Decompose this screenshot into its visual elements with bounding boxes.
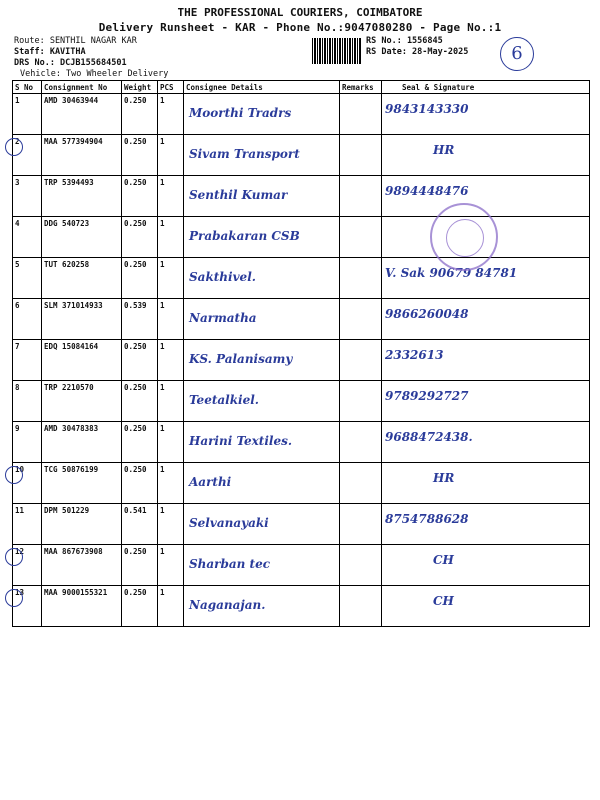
cell-weight: 0.250 <box>121 422 157 462</box>
cell-sno: 13 <box>15 588 25 597</box>
barcode <box>312 38 362 64</box>
serial-circle-mark <box>5 589 23 607</box>
cell-weight: 0.541 <box>121 504 157 544</box>
handwritten-signature: CH <box>433 594 454 608</box>
handwritten-signature: 9866260048 <box>385 307 469 321</box>
handwritten-signature: V. Sak 90679 84781 <box>385 266 518 280</box>
cell-remarks <box>339 176 381 216</box>
runsheet-title: Delivery Runsheet - KAR - Phone No.:9047080280 - Page No.:1 <box>98 21 502 34</box>
col-header-remarks: Remarks <box>339 81 381 93</box>
handwritten-signature: 2332613 <box>385 348 444 362</box>
table-row <box>12 135 590 176</box>
serial-circle-mark <box>5 548 23 566</box>
table-row <box>12 504 590 545</box>
table-row <box>12 176 590 217</box>
cell-remarks <box>339 94 381 134</box>
cell-pcs: 1 <box>157 94 183 134</box>
cell-signature <box>381 545 591 585</box>
handwritten-signature: 9843143330 <box>385 102 469 116</box>
cell-pcs: 1 <box>157 258 183 298</box>
table-row <box>12 258 590 299</box>
cell-remarks <box>339 217 381 257</box>
table-header <box>12 80 590 94</box>
table-row <box>12 422 590 463</box>
cell-remarks <box>339 504 381 544</box>
cell-weight: 0.250 <box>121 94 157 134</box>
cell-weight: 0.250 <box>121 258 157 298</box>
cell-sno: 3 <box>15 178 20 187</box>
staff-line: Staff: KAVITHA <box>14 47 86 57</box>
cell-pcs: 1 <box>157 135 183 175</box>
cell-pcs: 1 <box>157 586 183 626</box>
table-row <box>12 463 590 504</box>
handwritten-consignee: Naganajan. <box>189 598 266 612</box>
handwritten-consignee: KS. Palanisamy <box>189 352 293 366</box>
cell-remarks <box>339 340 381 380</box>
company-title: THE PROFESSIONAL COURIERS, COIMBATORE <box>177 6 423 19</box>
route-line: Route: SENTHIL NAGAR KAR <box>14 36 137 46</box>
drs-line: DRS No.: DCJB155684501 <box>14 58 127 68</box>
col-header-pcs: PCS <box>157 81 183 93</box>
cell-pcs: 1 <box>157 176 183 216</box>
cell-consignment: TCG 50876199 <box>41 463 121 503</box>
table-row <box>12 94 590 135</box>
cell-pcs: 1 <box>157 504 183 544</box>
handwritten-consignee: Prabakaran CSB <box>189 229 300 243</box>
cell-pcs: 1 <box>157 340 183 380</box>
runsheet-table <box>12 80 590 612</box>
handwritten-consignee: Narmatha <box>189 311 257 325</box>
cell-sno: 6 <box>15 301 20 310</box>
handwritten-consignee: Aarthi <box>189 475 232 489</box>
cell-sno: 4 <box>15 219 20 228</box>
cell-signature <box>381 463 591 503</box>
handwritten-signature: HR <box>433 471 455 485</box>
handwritten-consignee: Sakthivel. <box>189 270 256 284</box>
cell-weight: 0.250 <box>121 217 157 257</box>
col-header-signature: Seal & Signature <box>381 81 591 93</box>
table-row <box>12 340 590 381</box>
col-header-consignee: Consignee Details <box>183 81 339 93</box>
cell-remarks <box>339 299 381 339</box>
cell-consignment: MAA 9000155321 <box>41 586 121 626</box>
table-row <box>12 545 590 586</box>
cell-pcs: 1 <box>157 422 183 462</box>
handwritten-consignee: Harini Textiles. <box>189 434 293 448</box>
handwritten-signature: 9894448476 <box>385 184 469 198</box>
cell-sno: 8 <box>15 383 20 392</box>
cell-weight: 0.250 <box>121 381 157 421</box>
cell-remarks <box>339 463 381 503</box>
cell-consignment: MAA 867673908 <box>41 545 121 585</box>
cell-weight: 0.539 <box>121 299 157 339</box>
cell-weight: 0.250 <box>121 340 157 380</box>
handwritten-consignee: Moorthi Tradrs <box>189 106 292 120</box>
handwritten-consignee: Senthil Kumar <box>189 188 288 202</box>
handwritten-signature: 8754788628 <box>385 512 469 526</box>
handwritten-consignee: Selvanayaki <box>189 516 269 530</box>
cell-consignment: TRP 5394493 <box>41 176 121 216</box>
cell-consignment: AMD 30463944 <box>41 94 121 134</box>
cell-remarks <box>339 135 381 175</box>
cell-sno: 2 <box>15 137 20 146</box>
col-header-sno: S No <box>15 83 34 92</box>
rs-number: RS No.: 1556845 <box>366 36 443 46</box>
cell-sno: 1 <box>15 96 20 105</box>
cell-sno: 7 <box>15 342 20 351</box>
cell-remarks <box>339 258 381 298</box>
cell-pcs: 1 <box>157 299 183 339</box>
cell-weight: 0.250 <box>121 545 157 585</box>
cell-sno: 9 <box>15 424 20 433</box>
cell-weight: 0.250 <box>121 176 157 216</box>
cell-consignment: EDQ 15084164 <box>41 340 121 380</box>
cell-remarks <box>339 586 381 626</box>
cell-remarks <box>339 381 381 421</box>
cell-consignment: DPM 501229 <box>41 504 121 544</box>
handwritten-consignee: Sharban tec <box>189 557 271 571</box>
cell-sno: 10 <box>15 465 25 474</box>
handwritten-consignee: Sivam Transport <box>189 147 300 161</box>
cell-consignment: MAA 577394904 <box>41 135 121 175</box>
handwritten-signature: 9688472438. <box>385 430 473 444</box>
cell-consignment: AMD 30478383 <box>41 422 121 462</box>
cell-signature <box>381 135 591 175</box>
col-header-consignment: Consignment No <box>41 81 121 93</box>
cell-pcs: 1 <box>157 545 183 585</box>
handwritten-signature: HR <box>433 143 455 157</box>
cell-remarks <box>339 422 381 462</box>
cell-weight: 0.250 <box>121 586 157 626</box>
serial-circle-mark <box>5 466 23 484</box>
cell-pcs: 1 <box>157 381 183 421</box>
handwritten-consignee: Teetalkiel. <box>189 393 259 407</box>
col-header-weight: Weight <box>121 81 157 93</box>
table-row <box>12 299 590 340</box>
cell-sno: 12 <box>15 547 25 556</box>
serial-circle-mark <box>5 138 23 156</box>
cell-sno: 11 <box>15 506 25 515</box>
table-row <box>12 217 590 258</box>
cell-sno: 5 <box>15 260 20 269</box>
cell-pcs: 1 <box>157 463 183 503</box>
cell-consignment: TRP 2210570 <box>41 381 121 421</box>
cell-weight: 0.250 <box>121 463 157 503</box>
cell-consignment: TUT 620258 <box>41 258 121 298</box>
table-row <box>12 381 590 422</box>
rs-date: RS Date: 28-May-2025 <box>366 47 469 57</box>
circled-page-mark: 6 <box>500 37 534 71</box>
table-row <box>12 586 590 627</box>
bank-seal-stamp <box>430 203 498 271</box>
cell-signature <box>381 586 591 626</box>
cell-weight: 0.250 <box>121 135 157 175</box>
cell-consignment: DDG 540723 <box>41 217 121 257</box>
cell-pcs: 1 <box>157 217 183 257</box>
vehicle-line: Vehicle: Two Wheeler Delivery <box>20 69 169 79</box>
cell-consignment: SLM 371014933 <box>41 299 121 339</box>
handwritten-signature: 9789292727 <box>385 389 469 403</box>
handwritten-signature: CH <box>433 553 454 567</box>
cell-remarks <box>339 545 381 585</box>
